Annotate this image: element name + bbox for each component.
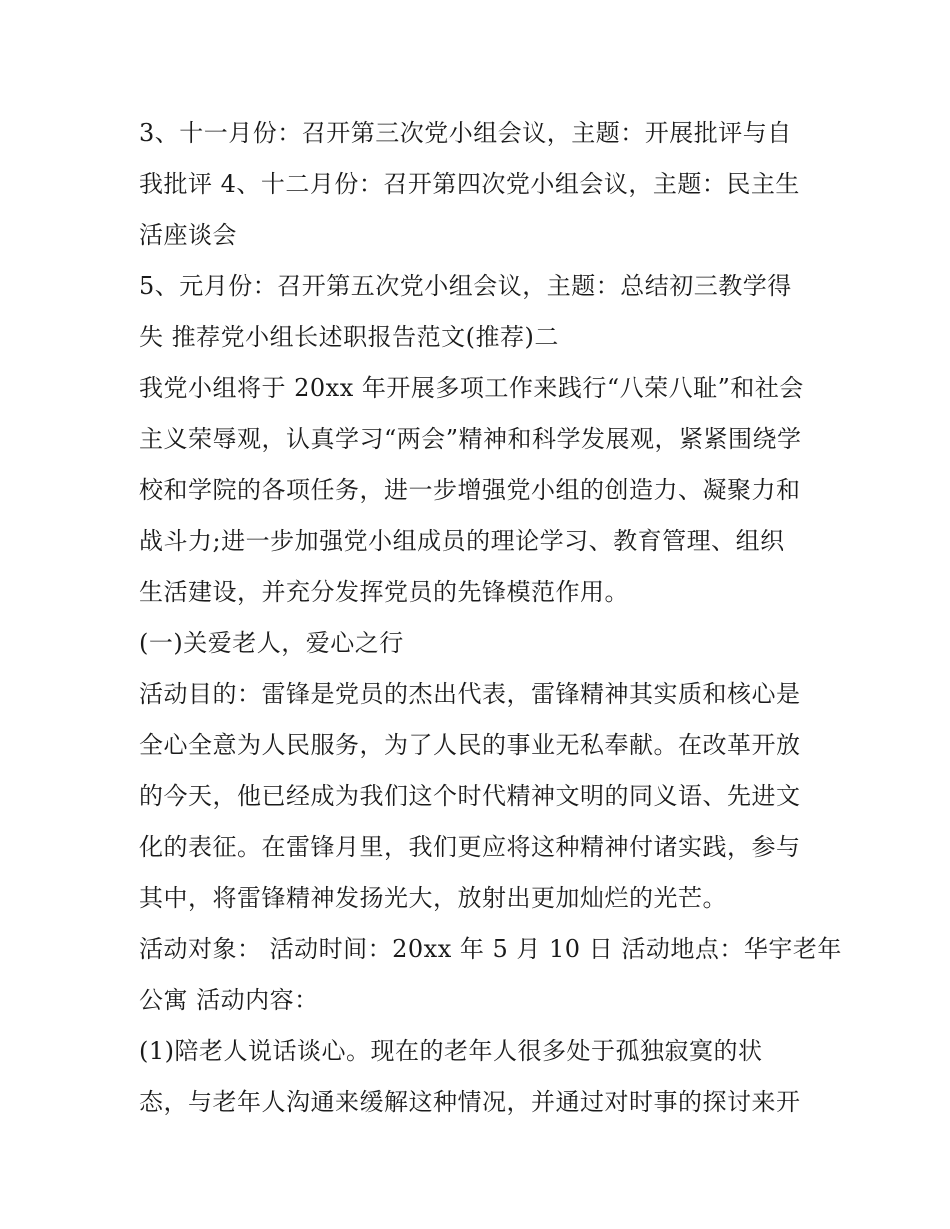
text-line: 我批评 4、十二月份：召开第四次党小组会议，主题：民主生: [139, 170, 800, 198]
text-line: 态，与老年人沟通来缓解这种情况，并通过对时事的探讨来开: [139, 1088, 801, 1116]
text-line: 公寓 活动内容：: [139, 986, 319, 1014]
text-line: 主义荣辱观，认真学习“两会”精神和科学发展观，紧紧围绕学: [139, 425, 802, 453]
text-line: 活座谈会: [139, 221, 237, 249]
text-line: 活动目的：雷锋是党员的杰出代表，雷锋精神其实质和核心是: [139, 680, 801, 708]
text-line: 生活建设，并充分发挥党员的先锋模范作用。: [139, 578, 629, 606]
section-heading: (一)关爱老人，爱心之行: [139, 629, 404, 657]
text-line: 3、十一月份：召开第三次党小组会议，主题：开展批评与自: [139, 119, 792, 147]
text-line: (1)陪老人说话谈心。现在的老年人很多处于孤独寂寞的状: [139, 1037, 763, 1065]
text-line: 我党小组将于 20xx 年开展多项工作来践行“八荣八耻”和社会: [139, 374, 804, 402]
text-line: 活动对象： 活动时间：20xx 年 5 月 10 日 活动地点：华宇老年: [139, 935, 842, 963]
text-line: 化的表征。在雷锋月里，我们更应将这种精神付诸实践，参与: [139, 833, 801, 861]
text-line: 失 推荐党小组长述职报告范文(推荐)二: [139, 323, 559, 351]
text-line: 其中，将雷锋精神发扬光大，放射出更加灿烂的光芒。: [139, 884, 727, 912]
text-line: 战斗力;进一步加强党小组成员的理论学习、教育管理、组织: [139, 527, 785, 555]
document-body: [139, 108, 842, 1128]
text-line: 5、元月份：召开第五次党小组会议，主题：总结初三教学得: [139, 272, 792, 300]
text-line: 校和学院的各项任务，进一步增强党小组的创造力、凝聚力和: [139, 476, 801, 504]
text-line: 全心全意为人民服务，为了人民的事业无私奉献。在改革开放: [139, 731, 801, 759]
text-line: 的今天，他已经成为我们这个时代精神文明的同义语、先进文: [139, 782, 801, 810]
